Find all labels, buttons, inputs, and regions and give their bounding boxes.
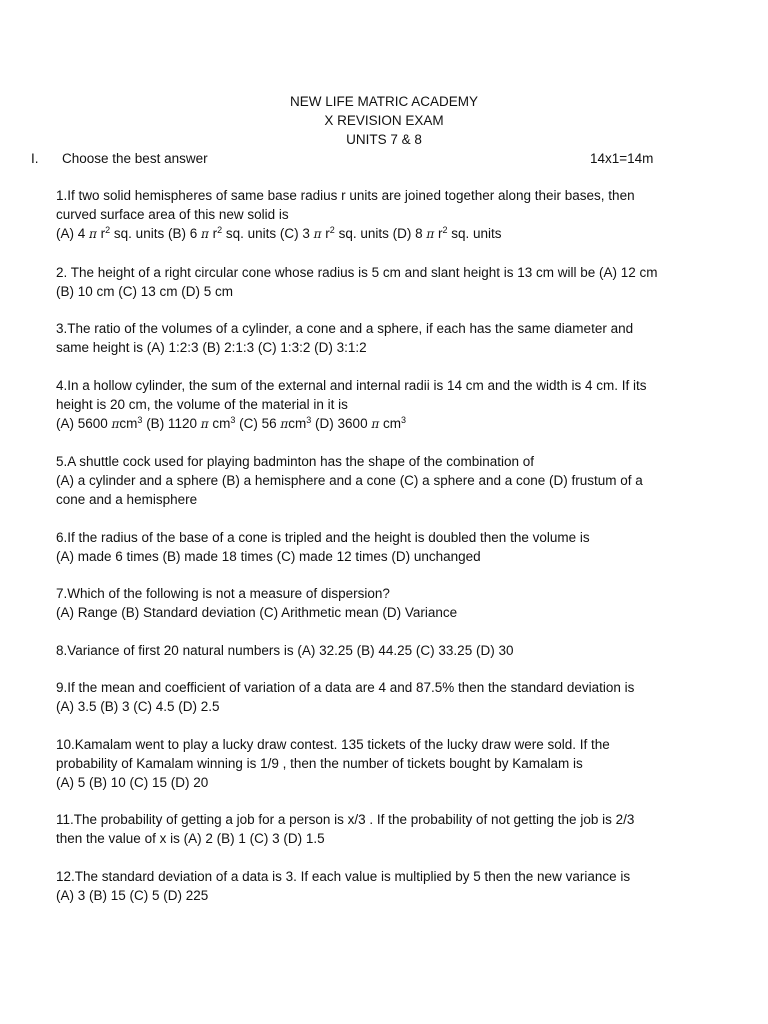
question-4 (56, 376, 681, 434)
question-options: (A) 4 π $r^2$ sq. units (B) 6 π $r^2$ sq. units (C) 3 π $r^2$ sq. units (D) 8 π $r^2$ sq. units (56, 225, 502, 241)
section-marks: 14x1=14m (590, 151, 654, 166)
question-2 (56, 263, 681, 301)
section-title: Choose the best answer (62, 151, 208, 166)
superscript: 2 (442, 225, 448, 235)
question-1 (56, 186, 681, 244)
question-6 (56, 528, 681, 566)
question-options: (A) made 6 times (B) made 18 times (C) made 12 times (D) unchanged (56, 548, 481, 564)
question-list (56, 186, 681, 923)
question-8 (56, 641, 681, 660)
question-text: 10.Kamalam went to play a lucky draw contest. 135 tickets of the lucky draw were sold. If the (56, 736, 610, 752)
superscript: 2 (329, 225, 335, 235)
question-text: 8.Variance of first 20 natural numbers is (A) 32.25 (B) 44.25 (C) 33.25 (D) 30 (56, 642, 514, 658)
question-3 (56, 319, 681, 357)
pi-symbol: π (313, 227, 322, 241)
question-options: (A) 5600 πcm$^3$ (B) 1120 π $cm^3$ (C) 56 πcm$^3$ (D) 3600 π $cm^3$ (56, 414, 406, 431)
question-5 (56, 452, 681, 509)
question-options: (A) a cylinder and a sphere (B) a hemisphere and a cone (C) a sphere and a cone (D) frustum of a (56, 473, 643, 488)
question-options: (B) 10 cm (C) 13 cm (D) 5 cm (56, 283, 234, 299)
question-text: 3.The ratio of the volumes of a cylinder, a cone and a sphere, if each has the same diameter and (56, 321, 634, 336)
question-12 (56, 867, 681, 905)
question-text: curved surface area of this new solid is (56, 207, 289, 222)
question-9 (56, 678, 681, 716)
question-text: probability of Kamalam winning is 1/9 , then the number of tickets bought by Kamalam is (56, 755, 583, 771)
question-options: (A) 3.5 (B) 3 (C) 4.5 (D) 2.5 (56, 699, 220, 714)
question-text: 6.If the radius of the base of a cone is tripled and the height is doubled then the volume is (56, 529, 590, 545)
school-name: NEW LIFE MATRIC ACADEMY (289, 94, 479, 109)
question-options: same height is (A) 1:2:3 (B) 2:1:3 (C) 1:3:2 (D) 3:1:2 (56, 340, 367, 355)
superscript: 3 (400, 414, 406, 425)
superscript: 3 (306, 414, 312, 425)
question-text: 7.Which of the following is not a measure of dispersion? (56, 586, 390, 601)
section-number: I. (31, 151, 39, 166)
question-11 (56, 810, 681, 848)
superscript: 3 (137, 414, 143, 425)
question-options: (A) 5 (B) 10 (C) 15 (D) 20 (56, 774, 209, 790)
superscript: 3 (230, 414, 236, 425)
pi-symbol: π (426, 227, 435, 241)
question-text: 9.If the mean and coefficient of variation of a data are 4 and 87.5% then the standard deviation is (56, 680, 635, 695)
question-options: (A) Range (B) Standard deviation (C) Arithmetic mean (D) Variance (56, 605, 458, 620)
question-text: 1.If two solid hemispheres of same base radius r units are joined together along their bases, then (56, 188, 635, 203)
question-text: 12.The standard deviation of a data is 3. If each value is multiplied by 5 then the new variance is (56, 868, 631, 884)
pi-symbol: π (89, 227, 97, 241)
question-text: 5.A shuttle cock used for playing badminton has the shape of the combination of (56, 454, 535, 469)
superscript: 2 (105, 225, 111, 235)
pi-symbol: π (111, 416, 120, 431)
question-7 (56, 584, 681, 622)
pi-symbol: π (200, 227, 209, 241)
question-options: cone and a hemisphere (56, 492, 198, 507)
pi-symbol: π (200, 416, 209, 431)
pi-symbol: π (280, 416, 289, 431)
exam-title: X REVISION EXAM (324, 113, 444, 128)
question-text: 11.The probability of getting a job for a person is x/3 . If the probability of not getting the job is 2/3 (56, 812, 635, 827)
question-options: (A) 3 (B) 15 (C) 5 (D) 225 (56, 887, 209, 903)
pi-symbol: π (371, 416, 380, 431)
question-10 (56, 735, 681, 792)
question-options: then the value of x is (A) 2 (B) 1 (C) 3 (D) 1.5 (56, 831, 325, 846)
superscript: 2 (217, 225, 223, 235)
question-text: 4.In a hollow cylinder, the sum of the external and internal radii is 14 cm and the width is 4 cm. If its (56, 377, 647, 393)
question-text: 2. The height of a right circular cone whose radius is 5 cm and slant height is 13 cm will be (A) 12 cm (56, 264, 658, 280)
question-text: height is 20 cm, the volume of the material in it is (56, 396, 348, 412)
exam-units: UNITS 7 & 8 (346, 132, 422, 147)
